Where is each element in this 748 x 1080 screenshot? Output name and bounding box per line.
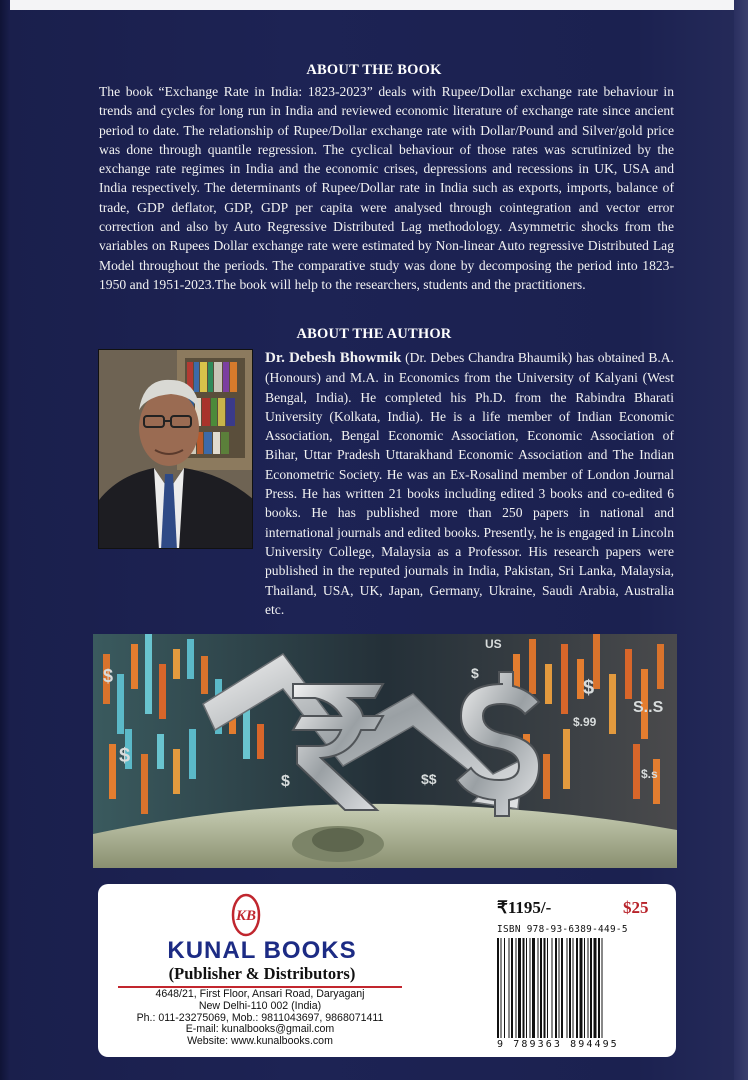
about-author-heading: ABOUT THE AUTHOR xyxy=(296,326,452,342)
isbn-barcode xyxy=(495,938,667,1038)
rupee-dollar-chart-art xyxy=(93,634,677,868)
author-name: Dr. Debesh Bhowmik xyxy=(265,350,402,366)
cover-right-edge xyxy=(734,0,748,1080)
kb-logo-icon xyxy=(231,893,261,937)
exchange-rate-illustration xyxy=(93,634,677,868)
barcode-bar xyxy=(511,938,513,1038)
barcode-bar xyxy=(518,938,521,1038)
publisher-name: KUNAL BOOKS xyxy=(167,937,357,964)
address-line-2: New Delhi-110 002 (India) xyxy=(198,999,322,1012)
svg-text:$: $ xyxy=(471,665,479,681)
svg-text:$$: $$ xyxy=(421,771,437,787)
barcode-bar xyxy=(567,938,568,1038)
barcode-bar xyxy=(532,938,535,1038)
barcode-bar xyxy=(538,938,539,1038)
price-inr: ₹1195/- xyxy=(497,898,552,917)
barcode-bar xyxy=(569,938,571,1038)
barcode-bar xyxy=(509,938,510,1038)
barcode-bar xyxy=(590,938,592,1038)
barcode-bar xyxy=(555,938,557,1038)
spine-shadow xyxy=(0,0,10,1080)
isbn-label: ISBN 978-93-6389-449-5 xyxy=(497,924,628,935)
svg-text:S..S: S..S xyxy=(633,699,664,716)
author-photo xyxy=(98,349,253,549)
svg-text:$: $ xyxy=(103,666,114,686)
barcode-bar xyxy=(516,938,517,1038)
barcode-bar xyxy=(547,938,548,1038)
author-bio-upper xyxy=(265,348,674,619)
barcode-bar xyxy=(526,938,527,1038)
author-portrait-illustration xyxy=(99,350,253,549)
email-line: E-mail: kunalbooks@gmail.com xyxy=(185,1023,335,1036)
barcode-bar xyxy=(530,938,531,1038)
barcode-bar xyxy=(602,938,603,1038)
barcode-bar xyxy=(561,938,563,1038)
price-usd: $25 xyxy=(623,898,649,917)
svg-text:$.s: $.s xyxy=(641,767,658,781)
svg-text:$: $ xyxy=(583,677,595,699)
address-line-1: 4648/21, First Floor, Ansari Road, Daryaganj xyxy=(155,988,365,1000)
barcode-bar xyxy=(588,938,589,1038)
barcode-bar xyxy=(552,938,553,1038)
barcode-bar xyxy=(573,938,574,1038)
svg-text:$: $ xyxy=(119,745,131,767)
about-book-heading: ABOUT THE BOOK xyxy=(306,62,442,78)
svg-text:$.99: $.99 xyxy=(573,715,597,729)
phone-line: Ph.: 011-23275069, Mob.: 9811043697, 9868071411 xyxy=(136,1011,384,1024)
author-bio: (Dr. Debes Chandra Bhaumik) has obtained B.A. (Honours) and M.A. in Economics from the University of Kalyani (West Bengal, India). He completed his Ph.D. from the Rabindra Bharati University (Kolkata, India). He is a life member of Indian Economic Association, Bengal Economic Association, Economic Association of Bihar, Uttar Pradesh Uttarakhand Economic Association and The Indian Econometric Society. He was an Ex-Rosalind member of London Journal Press. He has written 21 books including edited 3 books and co-edited 6 books. He has published more than 250 papers in national and international journals and edited books. Presently, he is engaged in Lincoln University College, Malaysia as a Professor. His research papers were published in the reputed journals in India, Pakistan, Sri Lanka, Malaysia, Thailand, USA, UK, Japan, Germany, Ukraine, Saudi Arabia, Australia etc. xyxy=(265,350,675,617)
barcode-bar xyxy=(504,938,505,1038)
page-top-edge xyxy=(0,0,748,10)
publisher-subtitle: (Publisher & Distributors) xyxy=(168,964,356,983)
barcode-bar xyxy=(559,938,560,1038)
svg-text:US: US xyxy=(485,637,502,651)
publisher-address xyxy=(110,989,410,1048)
publisher-panel xyxy=(98,884,676,1057)
barcode-bar xyxy=(576,938,578,1038)
barcode-bar xyxy=(497,938,499,1038)
barcode-digits: 9 789363 894495 xyxy=(497,1039,619,1050)
website-line: Website: www.kunalbooks.com xyxy=(187,1035,333,1048)
about-book-paragraph: The book “Exchange Rate in India: 1823-2023” deals with Rupee/Dollar exchange rate behaviour in trends and cycles for long run in India and reviewed economic literature of exchange rate since ancient period to date. The relationship of Rupee/Dollar exchange rate with Dollar/Pound and Silver/gold price was done through quantile regression. The cyclical behaviour of those rates was scrutinized by the exchange rate regimes in India and the economic crises, depressions and recessions in UK, USA and India respectively. The determinants of Rupee/Dollar rate in India such as exports, imports, balance of trade, GDP deflator, GDP, GDP per capita were analysed through cointegration and vector error correction and also by Auto Regressive Distributed Lag methodology. Asymmetric shocks from the variables on Rupees Dollar exchange rate were estimated by Non-linear Auto regressive Distributed Lag Model throughout the periods. The comparative study was done by decomposing the period into 1823-1950 and 1951-2023.The book will help to the researchers, students and the practitioners. xyxy=(99,84,674,292)
barcode-bar xyxy=(580,938,583,1038)
barcode-bar xyxy=(501,938,502,1038)
barcode-bar xyxy=(598,938,600,1038)
svg-text:$: $ xyxy=(281,773,290,790)
svg-text:KB: KB xyxy=(235,908,257,924)
barcode-bar xyxy=(523,938,525,1038)
barcode-bar xyxy=(544,938,546,1038)
barcode-bar xyxy=(540,938,542,1038)
barcode-bar xyxy=(584,938,585,1038)
about-book-text xyxy=(99,82,674,294)
barcode-bar xyxy=(594,938,597,1038)
